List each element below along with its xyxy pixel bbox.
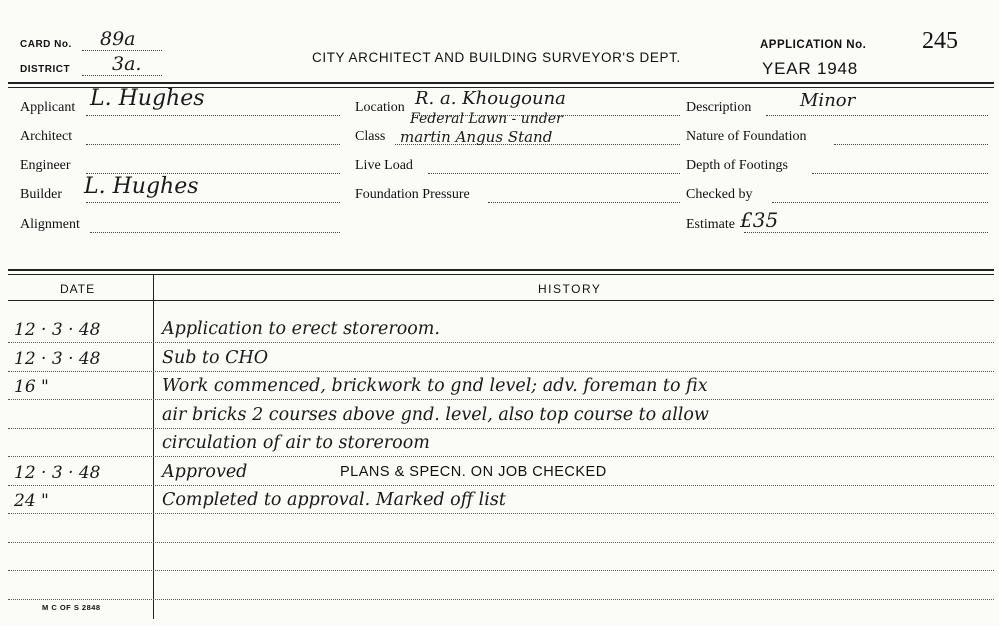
history-row-text: Sub to CHO <box>162 347 269 368</box>
district-line <box>82 75 162 76</box>
location-value: R. a. Khougouna <box>415 88 566 109</box>
estimate-value: £35 <box>740 208 779 232</box>
engineer-label: Engineer <box>20 158 71 173</box>
history-row-line <box>8 513 994 514</box>
history-row-text: Work commenced, brickwork to gnd level; adv. foreman to fix <box>162 376 708 396</box>
history-row-text: air bricks 2 courses above gnd. level, also top course to allow <box>162 404 709 425</box>
history-row-date: 16 " <box>14 377 49 397</box>
form-code: M C OF S 2848 <box>42 603 101 612</box>
applicant-label: Applicant <box>20 100 76 115</box>
description-label: Description <box>686 100 752 115</box>
nature-of-foundation-line <box>834 144 988 145</box>
history-row-line <box>8 399 994 400</box>
date-header: DATE <box>60 282 96 296</box>
history-row-line <box>8 342 994 343</box>
nature-of-foundation-label: Nature of Foundation <box>686 129 807 144</box>
history-row-line <box>8 428 994 429</box>
district-value: 3a. <box>112 53 142 75</box>
live-load-line <box>428 173 680 174</box>
applicant-line <box>86 115 340 116</box>
history-row-line <box>8 599 994 600</box>
builder-line <box>86 202 340 203</box>
estimate-label: Estimate <box>686 217 735 232</box>
card-no-value: 89a <box>100 28 136 50</box>
live-load-label: Live Load <box>355 158 413 173</box>
header-rule-1 <box>8 82 994 84</box>
depth-of-footings-line <box>812 173 988 174</box>
history-rule-1 <box>8 269 994 271</box>
history-row-text: Application to erect storeroom. <box>162 319 440 339</box>
history-row-date: 12 · 3 · 48 <box>14 320 101 340</box>
architect-line <box>86 144 340 145</box>
checked-by-label: Checked by <box>686 187 753 202</box>
department-title: CITY ARCHITECT AND BUILDING SURVEYOR'S DEPT. <box>312 50 681 65</box>
history-row-text: circulation of air to storeroom <box>162 433 430 453</box>
depth-of-footings-label: Depth of Footings <box>686 158 788 173</box>
alignment-label: Alignment <box>20 217 80 232</box>
history-row-text: Approved <box>162 461 248 482</box>
applicant-value: L. Hughes <box>90 86 205 111</box>
location-value-2: Federal Lawn - under <box>410 111 563 127</box>
location-label: Location <box>355 100 405 115</box>
card-no-label: CARD No. <box>20 39 72 50</box>
class-value: martin Angus Stand <box>400 128 553 146</box>
history-header-rule <box>8 300 994 301</box>
history-row-line <box>8 371 994 372</box>
application-number: 245 <box>922 28 958 54</box>
architect-label: Architect <box>20 129 73 144</box>
history-row-line <box>8 542 994 543</box>
history-row-line <box>8 456 994 457</box>
foundation-pressure-line <box>488 202 680 203</box>
estimate-line <box>744 232 988 233</box>
history-row-date: 24 " <box>14 491 49 511</box>
history-row-text: Completed to approval. Marked off list <box>162 490 506 510</box>
card-no-line <box>82 50 162 51</box>
date-column-divider <box>153 275 154 619</box>
history-rule-2 <box>8 274 994 275</box>
history-row-line <box>8 485 994 486</box>
checked-by-line <box>772 202 988 203</box>
description-value: Minor <box>800 90 856 111</box>
history-row-line <box>8 570 994 571</box>
district-label: DISTRICT <box>20 64 71 75</box>
history-header: HISTORY <box>538 282 602 296</box>
alignment-line <box>90 232 340 233</box>
foundation-pressure-label: Foundation Pressure <box>355 187 470 202</box>
application-label: APPLICATION No. <box>760 39 867 51</box>
year-label: YEAR 1948 <box>762 59 859 78</box>
history-row-date: 12 · 3 · 48 <box>14 462 101 483</box>
builder-label: Builder <box>20 187 62 202</box>
class-label: Class <box>355 129 386 144</box>
builder-value: L. Hughes <box>84 174 199 199</box>
history-row-date: 12 · 3 · 48 <box>14 348 101 369</box>
approval-stamp: PLANS & SPECN. ON JOB CHECKED <box>340 463 607 480</box>
description-line <box>766 115 988 116</box>
